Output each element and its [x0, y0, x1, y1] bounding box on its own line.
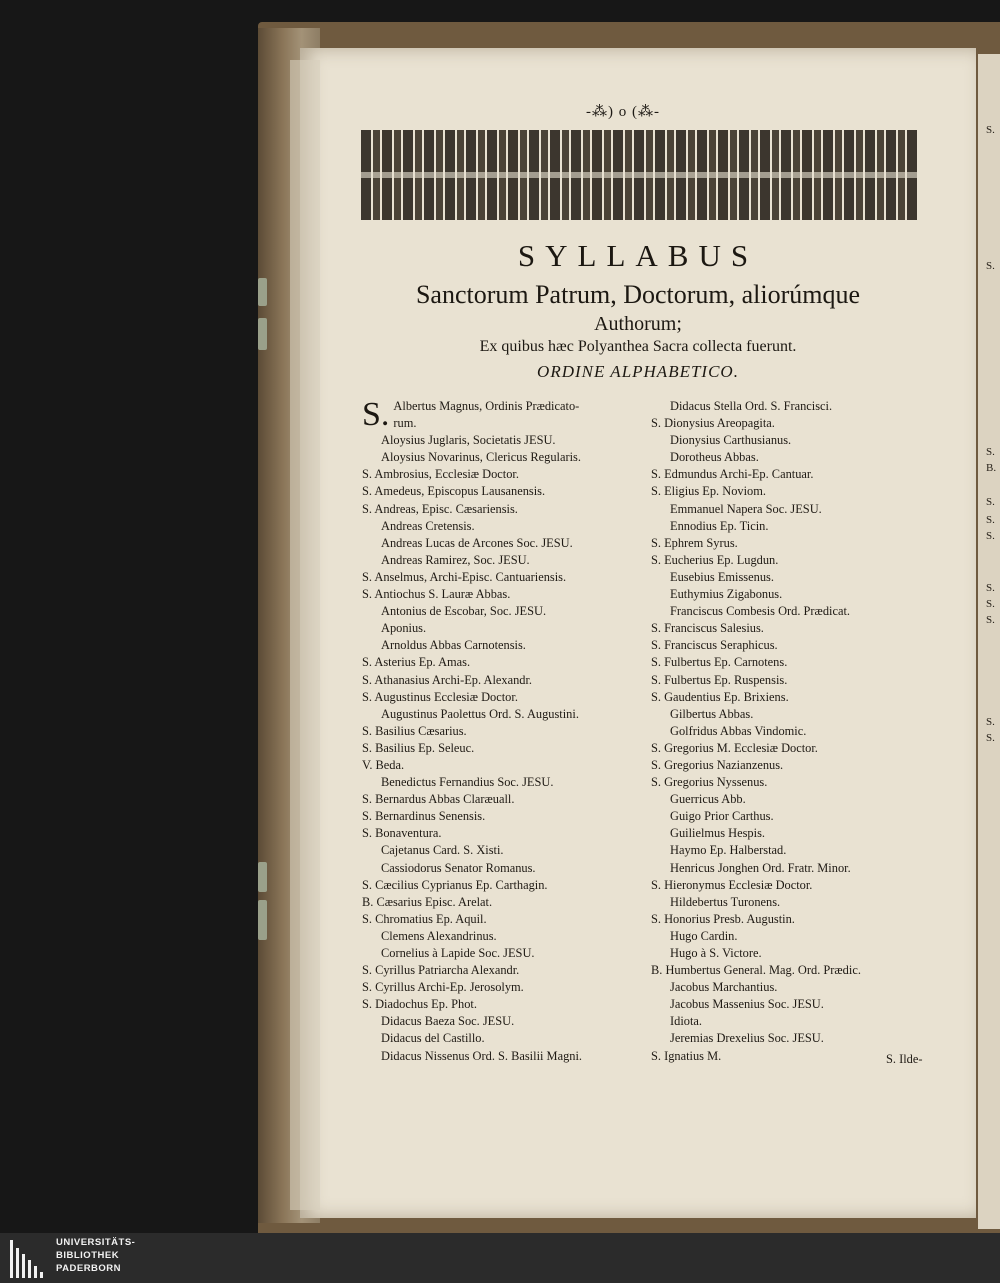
- list-entry: Andreas Cretensis.: [381, 518, 475, 533]
- list-entry: S. Gaudentius Ep. Brixiens.: [651, 689, 789, 704]
- facing-page-letter: S.: [986, 598, 995, 610]
- list-entry: S. Basilius Ep. Seleuc.: [362, 740, 475, 755]
- list-entry: Andreas Lucas de Arcones Soc. JESU.: [381, 535, 573, 550]
- list-entry: Arnoldus Abbas Carnotensis.: [381, 638, 526, 653]
- facing-page-letter: S.: [986, 260, 995, 272]
- list-entry: Guilielmus Hespis.: [670, 826, 765, 841]
- list-entry: S. Edmundus Archi-Ep. Cantuar.: [651, 467, 814, 482]
- ornamental-band: [361, 130, 919, 220]
- list-entry: S. Anselmus, Archi-Episc. Cantuariensis.: [362, 569, 567, 584]
- hinge-middle: [258, 318, 267, 350]
- list-entry: S. Bernardus Abbas Claræuall.: [362, 792, 515, 807]
- subtitle-line-2: Authorum;: [594, 313, 682, 335]
- list-entry: rum.: [393, 416, 417, 431]
- footer-line-1: UNIVERSITÄTS-: [56, 1237, 136, 1248]
- facing-page-letter: S.: [986, 446, 995, 458]
- list-entry: Cornelius à Lapide Soc. JESU.: [381, 946, 535, 960]
- right-column: [651, 398, 926, 1065]
- list-entry: Gilbertus Abbas.: [670, 706, 754, 721]
- list-entry: S. Bonaventura.: [362, 826, 442, 841]
- list-entry: S. Cæcilius Cyprianus Ep. Carthagin.: [362, 877, 548, 892]
- list-entry: Eusebius Emissenus.: [670, 569, 774, 584]
- hinge-top: [258, 278, 267, 306]
- list-entry: S. Eucherius Ep. Lugdun.: [651, 552, 779, 567]
- list-entry: Augustinus Paolettus Ord. S. Augustini.: [381, 706, 579, 721]
- hinge-bottom: [258, 900, 267, 940]
- facing-page-letter: S.: [986, 530, 995, 542]
- list-entry: S. Chromatius Ep. Aquil.: [362, 911, 487, 926]
- list-entry: S. Franciscus Seraphicus.: [651, 638, 778, 653]
- list-entry: S. Athanasius Archi-Ep. Alexandr.: [362, 672, 533, 687]
- list-entry: S. Diadochus Ep. Phot.: [362, 997, 477, 1012]
- page-edge: [290, 60, 320, 1210]
- order-heading: ORDINE ALPHABETICO.: [537, 362, 739, 381]
- footer-bar: [0, 1233, 1000, 1283]
- list-entry: Didacus Nissenus Ord. S. Basilii Magni.: [381, 1048, 582, 1063]
- list-entry: Andreas Ramirez, Soc. JESU.: [381, 552, 530, 567]
- list-entry: S. Gregorius Nazianzenus.: [651, 757, 784, 772]
- facing-page-letter: S.: [986, 496, 995, 508]
- facing-page-letter: S.: [986, 614, 995, 626]
- list-entry: Idiota.: [670, 1014, 702, 1029]
- list-entry: Aloysius Novarinus, Clericus Regularis.: [381, 450, 581, 465]
- facing-page-letter: S.: [986, 732, 995, 744]
- list-entry: S. Ambrosius, Ecclesiæ Doctor.: [362, 467, 519, 482]
- list-entry: Albertus Magnus, Ordinis Prædicato-: [393, 399, 580, 413]
- list-entry: Hugo à S. Victore.: [670, 946, 762, 960]
- facing-page-letter: S.: [986, 582, 995, 594]
- catchword: S. Ilde-: [886, 1052, 923, 1066]
- list-entry: Jacobus Massenius Soc. JESU.: [670, 997, 824, 1012]
- list-entry: Cajetanus Card. S. Xisti.: [381, 843, 504, 858]
- list-entry: S. Gregorius M. Ecclesiæ Doctor.: [651, 740, 818, 755]
- list-entry: Emmanuel Napera Soc. JESU.: [670, 501, 822, 516]
- header-ornament: -⁂) o (⁂-: [586, 104, 660, 120]
- list-entry: Clemens Alexandrinus.: [381, 928, 497, 943]
- left-column: [362, 398, 652, 1065]
- drop-cap: S.: [362, 396, 390, 433]
- list-entry: Dionysius Carthusianus.: [670, 433, 792, 448]
- list-entry: S. Asterius Ep. Amas.: [362, 655, 471, 670]
- list-entry: Ennodius Ep. Ticin.: [670, 518, 769, 533]
- list-entry: S. Cyrillus Archi-Ep. Jerosolym.: [362, 980, 524, 995]
- list-entry: Didacus Stella Ord. S. Francisci.: [670, 399, 833, 413]
- list-entry: Hugo Cardin.: [670, 928, 738, 943]
- footer-line-3: PADERBORN: [56, 1263, 122, 1274]
- subtitle-line-1: Sanctorum Patrum, Doctorum, aliorúmque: [415, 280, 861, 309]
- list-entry: Aponius.: [381, 621, 427, 636]
- list-entry: S. Gregorius Nyssenus.: [651, 775, 768, 790]
- list-entry: Golfridus Abbas Vindomic.: [670, 723, 807, 738]
- facing-page-letter: B.: [986, 462, 997, 474]
- list-entry: S. Basilius Cæsarius.: [362, 723, 467, 738]
- list-entry: B. Cæsarius Episc. Arelat.: [362, 894, 493, 909]
- list-entry: S. Fulbertus Ep. Carnotens.: [651, 655, 788, 670]
- list-entry: S. Franciscus Salesius.: [651, 621, 764, 636]
- list-entry: S. Antiochus S. Lauræ Abbas.: [362, 587, 511, 602]
- hinge-lower: [258, 862, 267, 892]
- footer-line-2: BIBLIOTHEK: [56, 1250, 120, 1261]
- facing-page-edge: [978, 54, 1000, 1229]
- list-entry: Didacus del Castillo.: [381, 1031, 485, 1046]
- subtitle-line-3: Ex quibus hæc Polyanthea Sacra collecta fuerunt.: [479, 338, 797, 355]
- facing-page-letter: S.: [986, 716, 995, 728]
- list-entry: Guigo Prior Carthus.: [670, 809, 774, 824]
- list-entry: S. Andreas, Episc. Cæsariensis.: [362, 501, 518, 516]
- list-entry: Henricus Jonghen Ord. Fratr. Minor.: [670, 860, 851, 875]
- list-entry: B. Humbertus General. Mag. Ord. Prædic.: [651, 963, 861, 978]
- list-entry: Antonius de Escobar, Soc. JESU.: [381, 604, 547, 619]
- list-entry: Haymo Ep. Halberstad.: [670, 843, 787, 858]
- list-entry: S. Augustinus Ecclesiæ Doctor.: [362, 689, 518, 704]
- list-entry: Hildebertus Turonens.: [670, 894, 781, 909]
- list-entry: Jeremias Drexelius Soc. JESU.: [670, 1031, 824, 1046]
- list-entry: Aloysius Juglaris, Societatis JESU.: [381, 433, 556, 448]
- list-entry: Cassiodorus Senator Romanus.: [381, 860, 536, 875]
- list-entry: S. Honorius Presb. Augustin.: [651, 911, 795, 926]
- list-entry: S. Fulbertus Ep. Ruspensis.: [651, 672, 788, 687]
- facing-page-letter: S.: [986, 514, 995, 526]
- facing-page-letter: S.: [986, 124, 995, 136]
- list-entry: Benedictus Fernandius Soc. JESU.: [381, 775, 554, 790]
- list-entry: Jacobus Marchantius.: [670, 980, 778, 995]
- library-logo-icon: [10, 1240, 50, 1278]
- list-entry: S. Hieronymus Ecclesiæ Doctor.: [651, 877, 813, 892]
- list-entry: V. Beda.: [362, 757, 405, 772]
- list-entry: Franciscus Combesis Ord. Prædicat.: [670, 604, 850, 619]
- page-title: SYLLABUS: [517, 238, 759, 273]
- list-entry: S. Ephrem Syrus.: [651, 535, 738, 550]
- list-entry: Guerricus Abb.: [670, 792, 746, 807]
- list-entry: S. Ignatius M.: [651, 1048, 722, 1063]
- list-entry: Dorotheus Abbas.: [670, 450, 759, 465]
- list-entry: S. Eligius Ep. Noviom.: [651, 484, 766, 499]
- list-entry: S. Bernardinus Senensis.: [362, 809, 486, 824]
- list-entry: S. Amedeus, Episcopus Lausanensis.: [362, 484, 546, 499]
- list-entry: S. Dionysius Areopagita.: [651, 416, 775, 431]
- list-entry: S. Cyrillus Patriarcha Alexandr.: [362, 963, 520, 978]
- list-entry: Euthymius Zigabonus.: [670, 587, 783, 602]
- list-entry: Didacus Baeza Soc. JESU.: [381, 1014, 515, 1029]
